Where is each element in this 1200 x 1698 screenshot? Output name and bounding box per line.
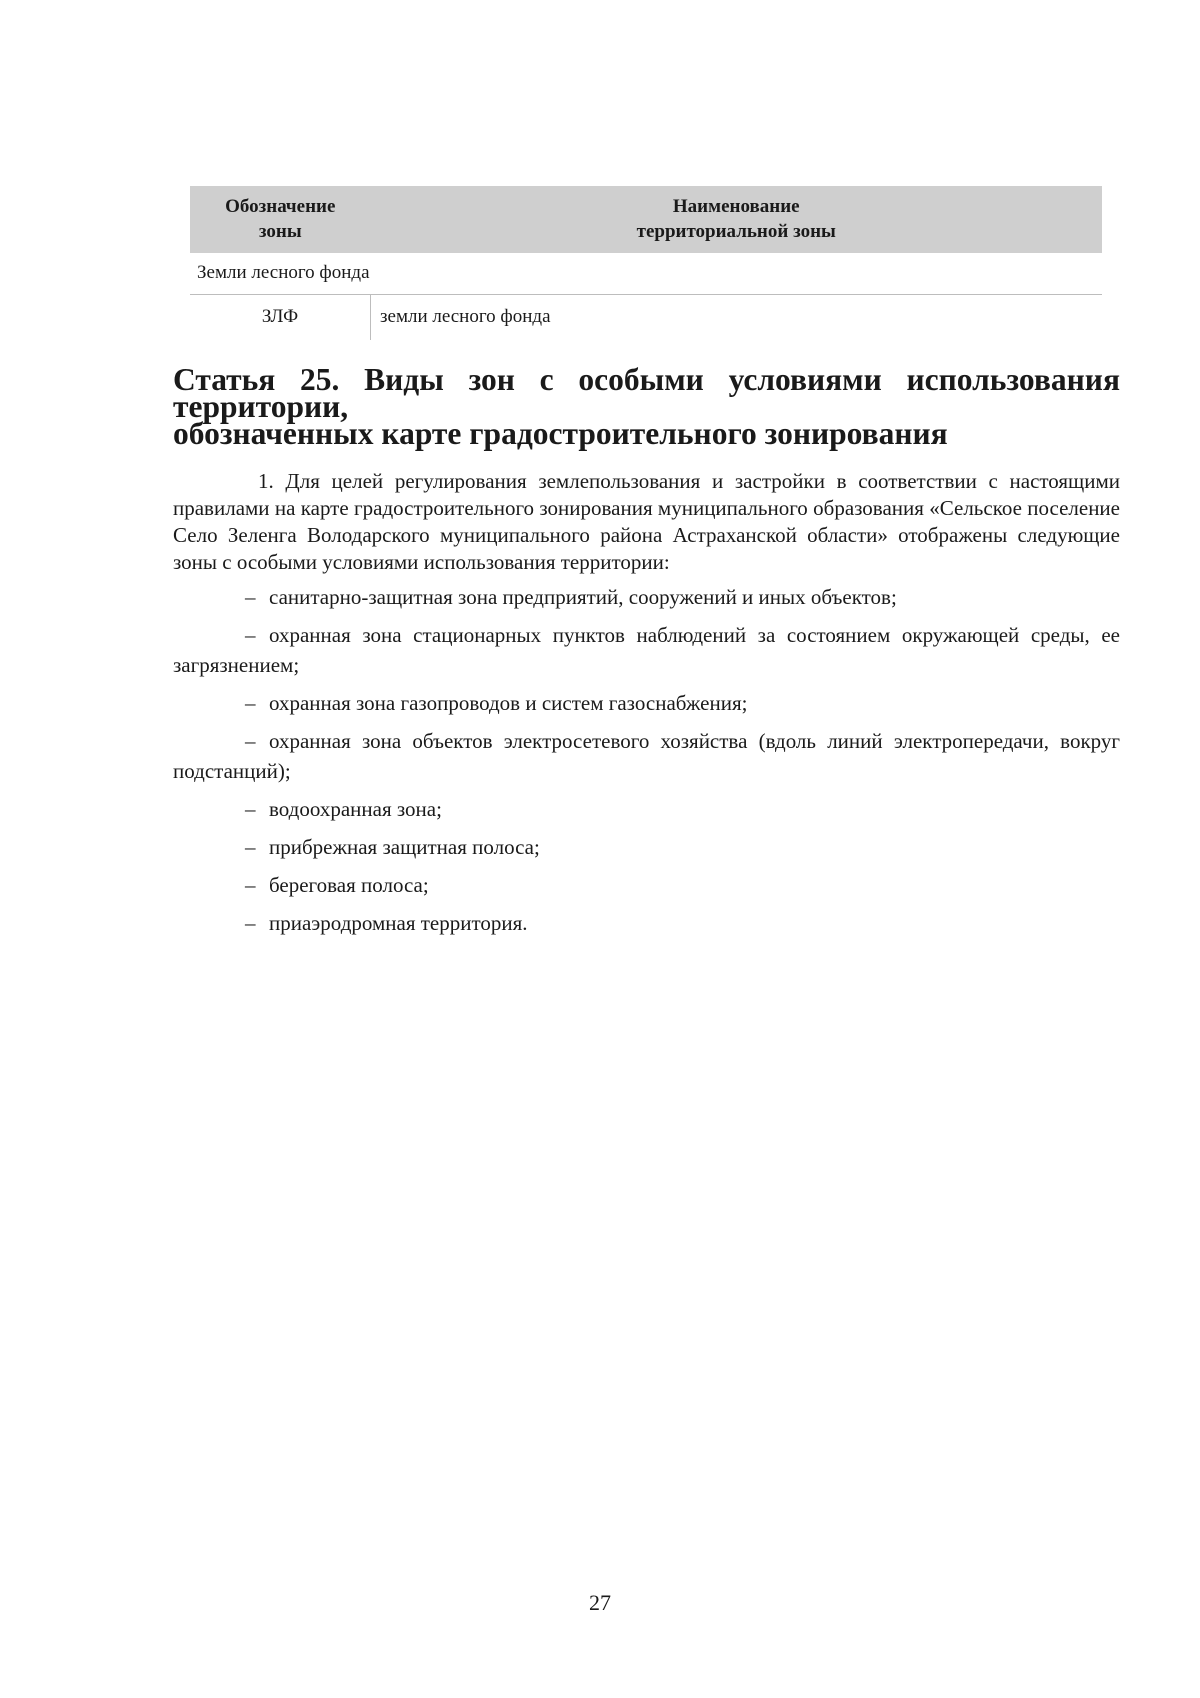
list-item-text: береговая полоса; xyxy=(269,873,429,897)
article-title-line2: обозначенных карте градостроительного зонирования xyxy=(173,416,948,451)
list-item-text: охранная зона газопроводов и систем газоснабжения; xyxy=(269,691,748,715)
list-dash: – xyxy=(245,797,256,821)
table-row xyxy=(190,295,1102,341)
list-item xyxy=(173,582,1120,612)
article-25 xyxy=(173,362,1120,946)
article-title xyxy=(173,362,1120,451)
list-item xyxy=(173,870,1120,900)
page-number: 27 xyxy=(589,1590,611,1615)
list-dash: – xyxy=(245,873,256,897)
list-item-text: водоохранная зона; xyxy=(269,797,442,821)
group-title: Земли лесного фонда xyxy=(190,253,1102,295)
zone-code-cell: ЗЛФ xyxy=(190,295,371,341)
zone-table xyxy=(190,186,1102,340)
list-item xyxy=(173,726,1120,786)
article-title-line1: Статья 25. Виды зон с особыми условиями использования территории, xyxy=(173,362,1120,424)
header-zone-code xyxy=(190,186,371,253)
article-paragraph: 1. Для целей регулирования землепользования и застройки в соответствии с настоящими правилами на карте градостроительного зонирования муниципального образования «Сельское поселение Село Зеленга Володарского муниципального района Астраханской области» отображены следующие зоны с особыми условиями использования территории: xyxy=(173,469,1120,574)
header-zone-code-line2: зоны xyxy=(258,221,302,242)
list-item-text: прибрежная защитная полоса; xyxy=(269,835,540,859)
zone-list xyxy=(173,582,1120,938)
list-item-text: охранная зона стационарных пунктов наблюдений за состоянием окружающей среды, ее загрязнением; xyxy=(173,623,1120,677)
header-zone-name-line1: Наименование xyxy=(672,196,800,217)
list-item-text: приаэродромная территория. xyxy=(269,911,528,935)
zone-name-cell: земли лесного фонда xyxy=(380,306,551,327)
list-item xyxy=(173,794,1120,824)
table-group-row xyxy=(190,253,1102,295)
list-dash: – xyxy=(245,691,256,715)
list-dash: – xyxy=(245,585,256,609)
header-zone-name xyxy=(371,186,1103,253)
list-dash: – xyxy=(245,729,256,753)
list-dash: – xyxy=(245,623,256,647)
header-zone-name-line2: территориальной зоны xyxy=(636,221,836,242)
list-dash: – xyxy=(245,911,256,935)
list-item-text: охранная зона объектов электросетевого хозяйства (вдоль линий электропередачи, вокруг подстанций); xyxy=(173,729,1120,783)
list-item xyxy=(173,620,1120,680)
list-dash: – xyxy=(245,835,256,859)
table-header-row xyxy=(190,186,1102,253)
list-item-text: санитарно-защитная зона предприятий, сооружений и иных объектов; xyxy=(269,585,897,609)
list-item xyxy=(173,688,1120,718)
list-item xyxy=(173,908,1120,938)
header-zone-code-line1: Обозначение xyxy=(225,196,336,217)
list-item xyxy=(173,832,1120,862)
